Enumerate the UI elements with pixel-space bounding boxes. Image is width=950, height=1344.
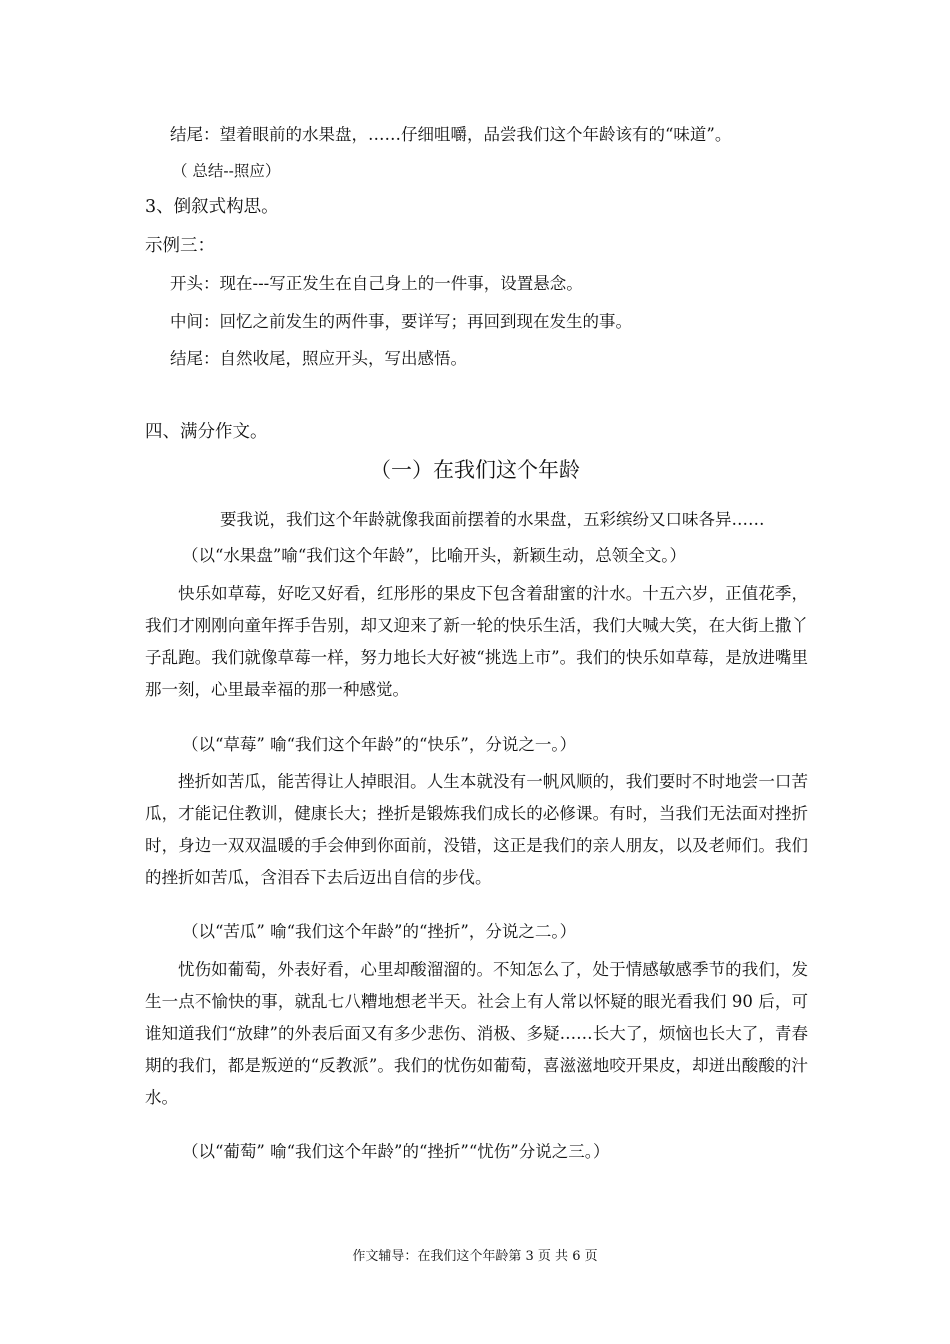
essay-paragraph-3: 忧伤如葡萄，外表好看，心里却酸溜溜的。不知怎么了，处于情感敏感季节的我们，发生一点不愉快的事，就乱七八糟地想老半天。社会上有人常以怀疑的眼光看我们 90 后，可谁知道我们“放肆”的外表后面又有多少悲伤、消极、多疑……长大了，烦恼也长大了，青春期的我们，都是叛逆的“反教派”。我们的忧伤如葡萄，喜滋滋地咬开果皮，却迸出酸酸的汁水。 — [145, 960, 808, 1107]
method3-heading: 3、倒叙式构思。 — [145, 197, 279, 217]
example3-label: 示例三： — [145, 236, 215, 256]
paragraph-2-note: （以“苦瓜” 喻“我们这个年龄”的“挫折”，分说之二。） — [182, 922, 577, 941]
example3-end: 结尾：自然收尾，照应开头，写出感悟。 — [170, 349, 467, 368]
essay-title: （一）在我们这个年龄 — [370, 458, 580, 482]
ending-line: 结尾：望着眼前的水果盘，……仔细咀嚼，品尝我们这个年龄该有的“味道”。 — [170, 125, 732, 144]
ending-note: （ 总结--照应） — [172, 162, 281, 180]
example3-start: 开头：现在---写正发生在自己身上的一件事，设置悬念。 — [170, 274, 583, 293]
page-footer: 作文辅导：在我们这个年龄第 3 页 共 6 页 — [352, 1249, 598, 1264]
intro-note: （以“水果盘”喻“我们这个年龄”，比喻开头，新颖生动，总领全文。） — [182, 546, 686, 565]
essay-paragraph-2: 挫折如苦瓜，能苦得让人掉眼泪。人生本就没有一帆风顺的，我们要时不时地尝一口苦瓜，才能记住教训，健康长大；挫折是锻炼我们成长的必修课。有时，当我们无法面对挫折时，身边一双双温暖的手会伸到你面前，没错，这正是我们的亲人朋友，以及老师们。我们的挫折如苦瓜，含泪吞下去后迈出自信的步伐。 — [145, 772, 808, 887]
section4-heading: 四、满分作文。 — [145, 422, 268, 442]
paragraph-1-note: （以“草莓” 喻“我们这个年龄”的“快乐”，分说之一。） — [182, 735, 577, 754]
essay-paragraph-1: 快乐如草莓，好吃又好看，红彤彤的果皮下包含着甜蜜的汁水。十五六岁，正值花季，我们才刚刚向童年挥手告别，却又迎来了新一轮的快乐生活，我们大喊大笑，在大街上撒丫子乱跑。我们就像草莓一样，努力地长大好被“挑选上市”。我们的快乐如草莓，是放进嘴里那一刻，心里最幸福的那一种感觉。 — [145, 584, 808, 699]
essay-intro: 要我说，我们这个年龄就像我面前摆着的水果盘，五彩缤纷又口味各异…… — [220, 510, 765, 529]
paragraph-3-note: （以“葡萄” 喻“我们这个年龄”的“挫折”“忧伤”分说之三。） — [182, 1142, 610, 1161]
example3-middle: 中间：回忆之前发生的两件事，要详写；再回到现在发生的事。 — [170, 312, 632, 331]
